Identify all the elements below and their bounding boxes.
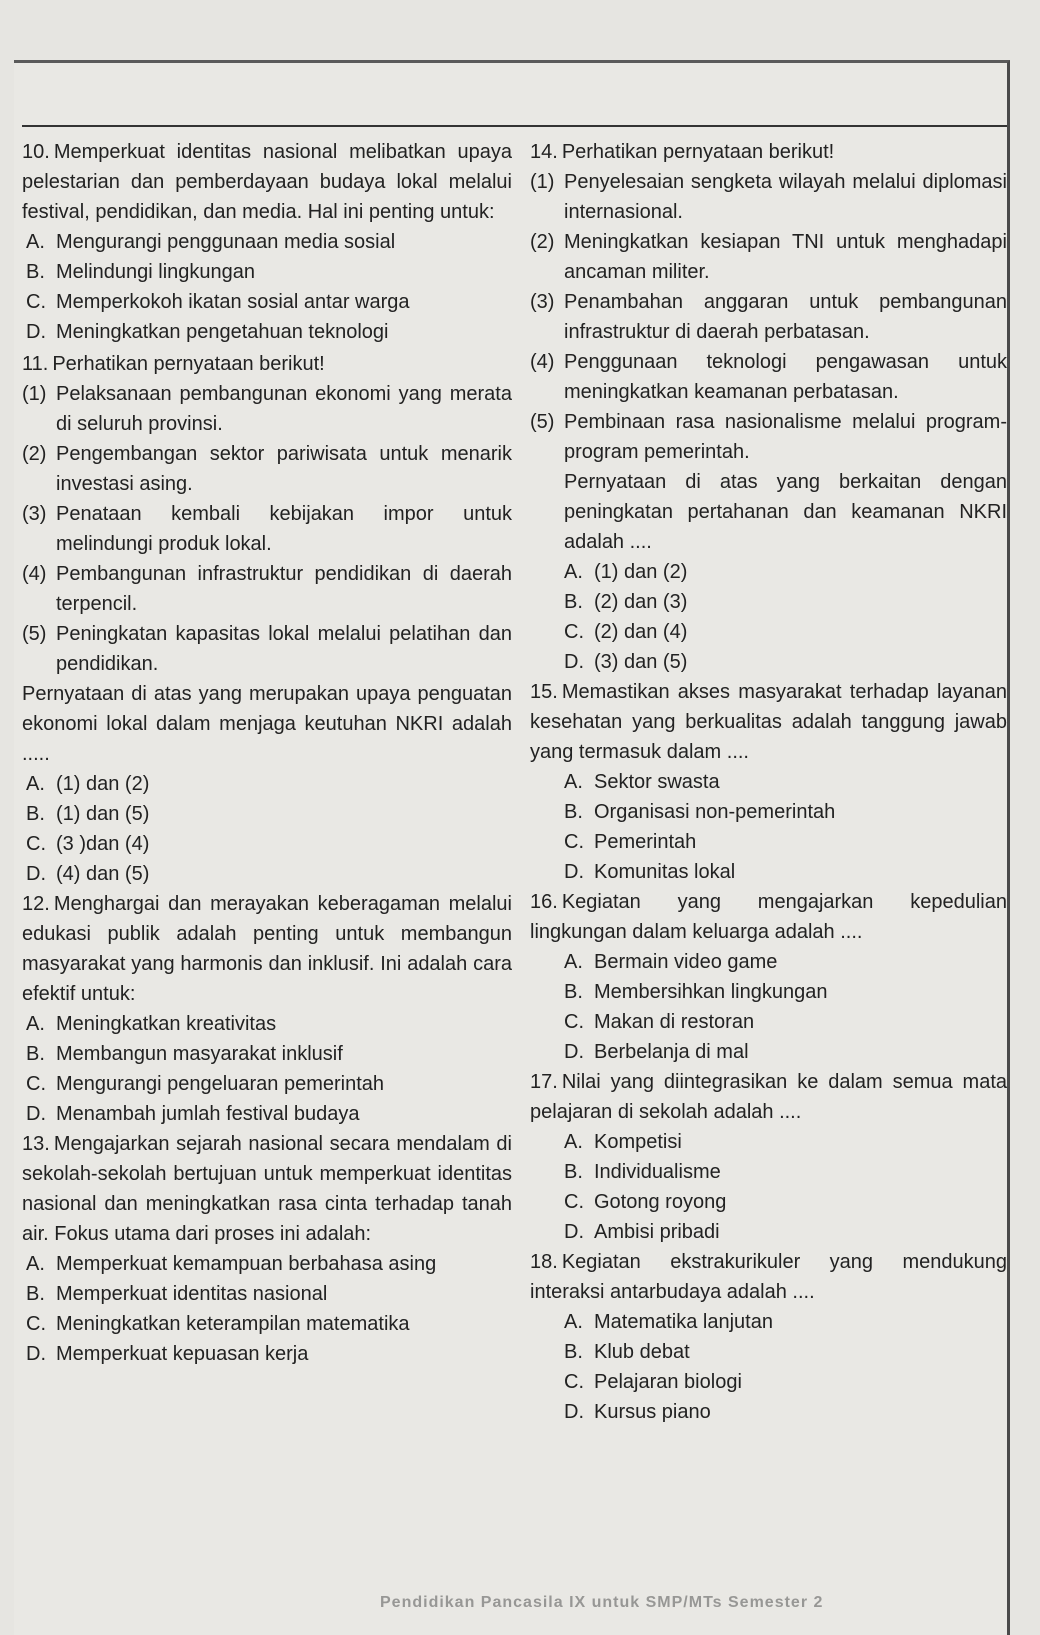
question-number: 15. [530, 681, 558, 703]
option-a[interactable]: A. (1) dan (2) [26, 773, 150, 795]
question-10 [22, 137, 512, 347]
option-d[interactable]: D. Meningkatkan pengetahuan teknologi [26, 321, 389, 343]
question-stem: 16. Kegiatan yang mengajarkan kepedulian lingkungan dalam keluarga adalah .... [530, 891, 1007, 943]
question-16 [530, 887, 1007, 1067]
option-b[interactable]: B. Membangun masyarakat inklusif [26, 1043, 343, 1065]
question-prompt: Pernyataan di atas yang merupakan upaya penguatan ekonomi lokal dalam menjaga keutuhan NKRI adalah ..... [22, 683, 512, 765]
question-prompt: Pernyataan di atas yang berkaitan dengan peningkatan pertahanan dan keamanan NKRI adalah .... [564, 471, 1007, 553]
left-column [22, 137, 512, 1369]
question-number: 10. [22, 141, 50, 163]
option-a[interactable]: A. Memperkuat kemampuan berbahasa asing [26, 1253, 437, 1275]
question-11 [22, 349, 512, 889]
question-stem: 18. Kegiatan ekstrakurikuler yang mendukung interaksi antarbudaya adalah .... [530, 1251, 1007, 1303]
option-c[interactable]: C. Pemerintah [564, 831, 697, 853]
option-b[interactable]: B. Melindungi lingkungan [26, 261, 256, 283]
option-d[interactable]: D. Memperkuat kepuasan kerja [26, 1343, 309, 1365]
statement-2: (2) Meningkatkan kesiapan TNI untuk menghadapi ancaman militer. [530, 231, 1007, 283]
question-18 [530, 1247, 1007, 1427]
option-a[interactable]: A. Sektor swasta [564, 771, 720, 793]
option-c[interactable]: C. (3 )dan (4) [26, 833, 150, 855]
option-d[interactable]: D. Ambisi pribadi [564, 1221, 720, 1243]
question-stem: 11. Perhatikan pernyataan berikut! [22, 353, 325, 375]
option-b[interactable]: B. Klub debat [564, 1341, 690, 1363]
statement-1: (1) Penyelesaian sengketa wilayah melalui diplomasi internasional. [530, 171, 1007, 223]
option-d[interactable]: D. (3) dan (5) [564, 651, 688, 673]
question-number: 18. [530, 1251, 558, 1273]
option-d[interactable]: D. Berbelanja di mal [564, 1041, 749, 1063]
question-stem: 12. Menghargai dan merayakan keberagaman melalui edukasi publik adalah penting untuk membangun masyarakat yang harmonis dan inklusif. Ini adalah cara efektif untuk: [22, 893, 512, 1005]
option-c[interactable]: C. (2) dan (4) [564, 621, 688, 643]
question-17 [530, 1067, 1007, 1247]
option-c[interactable]: C. Gotong royong [564, 1191, 727, 1213]
statement-2: (2) Pengembangan sektor pariwisata untuk menarik investasi asing. [22, 443, 512, 495]
option-c[interactable]: C. Pelajaran biologi [564, 1371, 742, 1393]
option-c[interactable]: C. Meningkatkan keterampilan matematika [26, 1313, 410, 1335]
statement-1: (1) Pelaksanaan pembangunan ekonomi yang merata di seluruh provinsi. [22, 383, 512, 435]
question-stem: 14. Perhatikan pernyataan berikut! [530, 141, 835, 163]
page-footer: Pendidikan Pancasila IX untuk SMP/MTs Semester 2 [380, 1594, 824, 1611]
statement-3: (3) Penataan kembali kebijakan impor untuk melindungi produk lokal. [22, 503, 512, 555]
option-b[interactable]: B. Individualisme [564, 1161, 721, 1183]
option-b[interactable]: B. Memperkuat identitas nasional [26, 1283, 328, 1305]
question-stem: 17. Nilai yang diintegrasikan ke dalam semua mata pelajaran di sekolah adalah .... [530, 1071, 1007, 1123]
option-a[interactable]: A. Matematika lanjutan [564, 1311, 773, 1333]
option-b[interactable]: B. Organisasi non-pemerintah [564, 801, 836, 823]
statement-3: (3) Penambahan anggaran untuk pembangunan infrastruktur di daerah perbatasan. [530, 291, 1007, 343]
option-a[interactable]: A. Meningkatkan kreativitas [26, 1013, 277, 1035]
question-stem: 10. Memperkuat identitas nasional melibatkan upaya pelestarian dan pemberdayaan budaya lokal melalui festival, pendidikan, dan media. Hal ini penting untuk: [22, 141, 512, 223]
question-13 [22, 1129, 512, 1369]
option-a[interactable]: A. Bermain video game [564, 951, 778, 973]
question-stem: 15. Memastikan akses masyarakat terhadap layanan kesehatan yang berkualitas adalah tanggung jawab yang termasuk dalam .... [530, 681, 1007, 763]
option-b[interactable]: B. Membersihkan lingkungan [564, 981, 828, 1003]
option-c[interactable]: C. Makan di restoran [564, 1011, 755, 1033]
option-a[interactable]: A. (1) dan (2) [564, 561, 688, 583]
question-number: 11. [22, 353, 49, 375]
option-c[interactable]: C. Memperkokoh ikatan sosial antar warga [26, 291, 410, 313]
option-d[interactable]: D. (4) dan (5) [26, 863, 150, 885]
statement-4: (4) Penggunaan teknologi pengawasan untuk meningkatkan keamanan perbatasan. [530, 351, 1007, 403]
statement-5: (5) Pembinaan rasa nasionalisme melalui program-program pemerintah. [530, 411, 1007, 463]
option-c[interactable]: C. Mengurangi pengeluaran pemerintah [26, 1073, 385, 1095]
right-column [530, 137, 1007, 1427]
question-number: 13. [22, 1133, 50, 1155]
statement-4: (4) Pembangunan infrastruktur pendidikan di daerah terpencil. [22, 563, 512, 615]
question-number: 12. [22, 893, 50, 915]
option-d[interactable]: D. Kursus piano [564, 1401, 711, 1423]
question-15 [530, 677, 1007, 887]
question-stem: 13. Mengajarkan sejarah nasional secara mendalam di sekolah-sekolah bertujuan untuk memperkuat identitas nasional dan meningkatkan rasa cinta terhadap tanah air. Fokus utama dari proses ini adalah: [22, 1133, 512, 1245]
option-d[interactable]: D. Menambah jumlah festival budaya [26, 1103, 360, 1125]
option-a[interactable]: A. Kompetisi [564, 1131, 682, 1153]
option-b[interactable]: B. (1) dan (5) [26, 803, 150, 825]
option-a[interactable]: A. Mengurangi penggunaan media sosial [26, 231, 396, 253]
question-12 [22, 889, 512, 1129]
question-14 [530, 137, 1007, 677]
question-number: 14. [530, 141, 558, 163]
statement-5: (5) Peningkatan kapasitas lokal melalui pelatihan dan pendidikan. [22, 623, 512, 675]
question-number: 17. [530, 1071, 558, 1093]
exam-page [22, 125, 1007, 1605]
option-d[interactable]: D. Komunitas lokal [564, 861, 736, 883]
question-number: 16. [530, 891, 558, 913]
option-b[interactable]: B. (2) dan (3) [564, 591, 688, 613]
